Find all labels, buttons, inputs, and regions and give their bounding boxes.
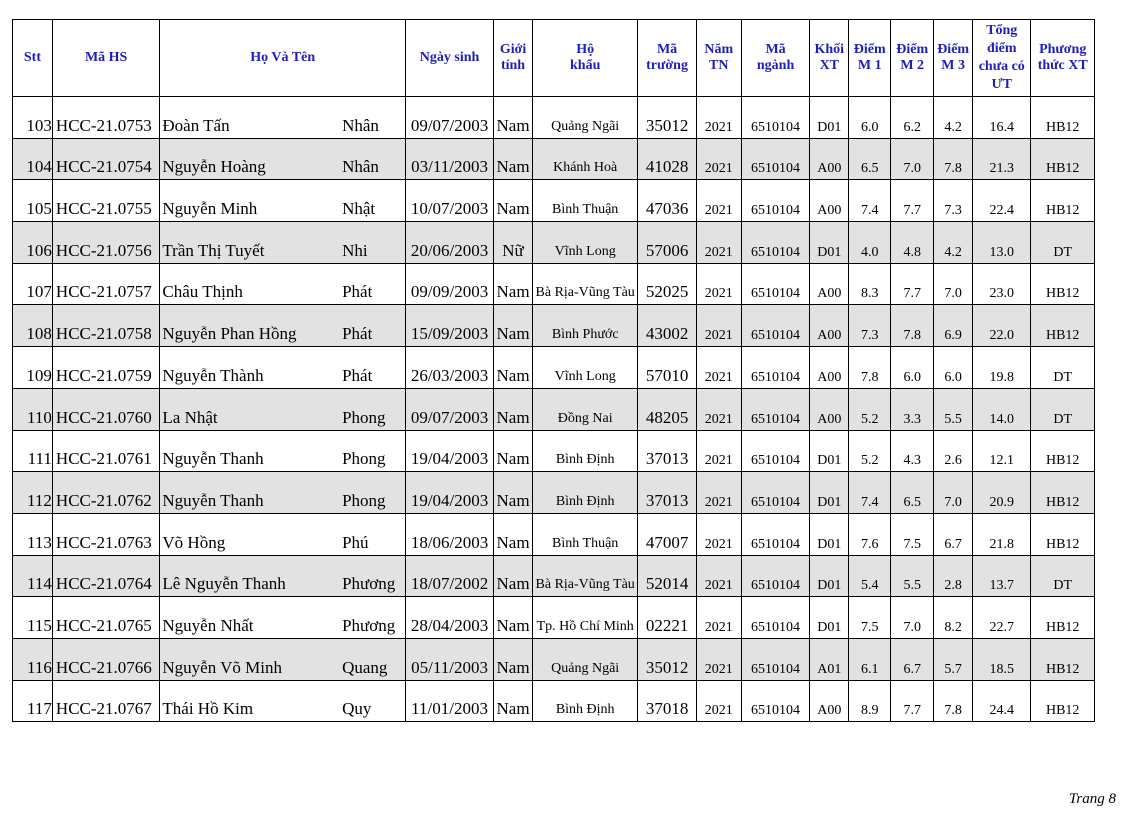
row-diem-m1: 6.0: [849, 97, 891, 139]
header-gioi-tinh: Giới tính: [494, 20, 533, 97]
row-gioi-tinh: Nam: [494, 97, 533, 139]
row-gioi-tinh: Nam: [494, 430, 533, 472]
row-tong-diem: 23.0: [973, 263, 1031, 305]
row-ma-truong: 41028: [638, 138, 696, 180]
table-row: [13, 597, 1095, 639]
row-ho-dem: Lê Nguyễn Thanh: [160, 555, 342, 597]
row-khoi-xt: D01: [810, 97, 849, 139]
row-nam-tn: 2021: [696, 222, 741, 264]
header-tong-diem: Tổng điểm chưa có ƯT: [973, 20, 1031, 97]
row-diem-m3: 5.5: [934, 388, 973, 430]
row-ten: Phương: [342, 555, 405, 597]
row-ma-truong: 37018: [638, 680, 696, 722]
table-row: [13, 638, 1095, 680]
row-tong-diem: 21.3: [973, 138, 1031, 180]
row-phuong-thuc: HB12: [1031, 597, 1095, 639]
row-diem-m1: 7.3: [849, 305, 891, 347]
row-stt: 110: [13, 388, 53, 430]
row-stt: 114: [13, 555, 53, 597]
row-diem-m2: 7.8: [891, 305, 934, 347]
table-row: [13, 222, 1095, 264]
row-ho-dem: Nguyễn Nhất: [160, 597, 342, 639]
row-khoi-xt: A00: [810, 388, 849, 430]
row-ngay-sinh: 09/07/2003: [406, 388, 494, 430]
row-ten: Phát: [342, 263, 405, 305]
row-diem-m2: 7.7: [891, 263, 934, 305]
row-diem-m1: 8.9: [849, 680, 891, 722]
row-ma-nganh: 6510104: [741, 388, 810, 430]
row-diem-m2: 7.0: [891, 597, 934, 639]
row-phuong-thuc: DT: [1031, 388, 1095, 430]
row-ma-hs: HCC-21.0763: [52, 513, 159, 555]
row-ma-truong: 35012: [638, 97, 696, 139]
header-ho-ten: Họ Và Tên: [160, 20, 406, 97]
row-ngay-sinh: 11/01/2003: [406, 680, 494, 722]
row-ho-khau: Bình Định: [532, 472, 637, 514]
row-diem-m2: 3.3: [891, 388, 934, 430]
row-ma-hs: HCC-21.0764: [52, 555, 159, 597]
row-diem-m2: 6.2: [891, 97, 934, 139]
row-ho-dem: Võ Hồng: [160, 513, 342, 555]
row-ma-truong: 47036: [638, 180, 696, 222]
row-ngay-sinh: 20/06/2003: [406, 222, 494, 264]
row-ma-hs: HCC-21.0765: [52, 597, 159, 639]
row-ma-truong: 37013: [638, 430, 696, 472]
row-phuong-thuc: HB12: [1031, 263, 1095, 305]
row-phuong-thuc: DT: [1031, 347, 1095, 389]
header-khoi-xt: Khối XT: [810, 20, 849, 97]
row-ma-truong: 43002: [638, 305, 696, 347]
header-diem-m1: Điểm M 1: [849, 20, 891, 97]
row-ngay-sinh: 28/04/2003: [406, 597, 494, 639]
row-ma-nganh: 6510104: [741, 263, 810, 305]
row-stt: 108: [13, 305, 53, 347]
row-ho-dem: Trần Thị Tuyết: [160, 222, 342, 264]
row-ngay-sinh: 26/03/2003: [406, 347, 494, 389]
row-nam-tn: 2021: [696, 638, 741, 680]
table-row: [13, 305, 1095, 347]
row-ma-nganh: 6510104: [741, 555, 810, 597]
row-diem-m1: 6.5: [849, 138, 891, 180]
row-gioi-tinh: Nam: [494, 263, 533, 305]
row-ten: Nhân: [342, 138, 405, 180]
header-phuong-thuc: Phương thức XT: [1031, 20, 1095, 97]
row-phuong-thuc: HB12: [1031, 180, 1095, 222]
row-diem-m2: 7.7: [891, 180, 934, 222]
row-khoi-xt: A00: [810, 305, 849, 347]
row-stt: 107: [13, 263, 53, 305]
row-phuong-thuc: HB12: [1031, 305, 1095, 347]
row-diem-m1: 8.3: [849, 263, 891, 305]
row-gioi-tinh: Nam: [494, 347, 533, 389]
row-nam-tn: 2021: [696, 597, 741, 639]
row-ma-truong: 57010: [638, 347, 696, 389]
row-ten: Phong: [342, 430, 405, 472]
row-ma-nganh: 6510104: [741, 430, 810, 472]
row-ma-truong: 52025: [638, 263, 696, 305]
row-khoi-xt: D01: [810, 472, 849, 514]
row-phuong-thuc: HB12: [1031, 97, 1095, 139]
row-ho-khau: Bình Phước: [532, 305, 637, 347]
row-ma-hs: HCC-21.0762: [52, 472, 159, 514]
row-ma-hs: HCC-21.0753: [52, 97, 159, 139]
row-diem-m3: 6.0: [934, 347, 973, 389]
row-ma-nganh: 6510104: [741, 597, 810, 639]
row-ho-khau: Vĩnh Long: [532, 347, 637, 389]
header-row: [13, 20, 1095, 97]
row-ho-dem: Nguyễn Minh: [160, 180, 342, 222]
row-diem-m2: 7.5: [891, 513, 934, 555]
row-diem-m2: 4.8: [891, 222, 934, 264]
row-ma-truong: 47007: [638, 513, 696, 555]
row-ten: Phương: [342, 597, 405, 639]
row-ho-khau: Quảng Ngãi: [532, 638, 637, 680]
row-khoi-xt: D01: [810, 222, 849, 264]
row-stt: 105: [13, 180, 53, 222]
row-khoi-xt: D01: [810, 555, 849, 597]
row-ngay-sinh: 03/11/2003: [406, 138, 494, 180]
row-tong-diem: 19.8: [973, 347, 1031, 389]
row-ma-hs: HCC-21.0754: [52, 138, 159, 180]
row-ma-truong: 52014: [638, 555, 696, 597]
table-row: [13, 680, 1095, 722]
row-nam-tn: 2021: [696, 263, 741, 305]
row-tong-diem: 21.8: [973, 513, 1031, 555]
row-ho-khau: Bình Thuận: [532, 513, 637, 555]
row-ma-hs: HCC-21.0767: [52, 680, 159, 722]
row-ngay-sinh: 18/06/2003: [406, 513, 494, 555]
row-gioi-tinh: Nữ: [494, 222, 533, 264]
header-stt: Stt: [13, 20, 53, 97]
row-gioi-tinh: Nam: [494, 305, 533, 347]
row-tong-diem: 22.7: [973, 597, 1031, 639]
table-row: [13, 430, 1095, 472]
row-ho-dem: La Nhật: [160, 388, 342, 430]
row-ho-dem: Nguyễn Võ Minh: [160, 638, 342, 680]
row-tong-diem: 24.4: [973, 680, 1031, 722]
row-khoi-xt: A00: [810, 263, 849, 305]
row-tong-diem: 18.5: [973, 638, 1031, 680]
row-tong-diem: 20.9: [973, 472, 1031, 514]
row-diem-m3: 4.2: [934, 97, 973, 139]
row-diem-m3: 7.0: [934, 263, 973, 305]
row-ho-dem: Nguyễn Thành: [160, 347, 342, 389]
row-ngay-sinh: 18/07/2002: [406, 555, 494, 597]
row-ten: Nhật: [342, 180, 405, 222]
table-row: [13, 472, 1095, 514]
row-ho-khau: Đồng Nai: [532, 388, 637, 430]
page-number: Trang 8: [1068, 791, 1116, 807]
row-tong-diem: 13.7: [973, 555, 1031, 597]
row-ma-nganh: 6510104: [741, 472, 810, 514]
row-ma-nganh: 6510104: [741, 305, 810, 347]
row-khoi-xt: A00: [810, 347, 849, 389]
row-phuong-thuc: HB12: [1031, 138, 1095, 180]
row-ten: Quy: [342, 680, 405, 722]
table-body: [13, 97, 1095, 722]
header-ngay-sinh: Ngày sinh: [406, 20, 494, 97]
row-khoi-xt: A00: [810, 680, 849, 722]
row-ngay-sinh: 15/09/2003: [406, 305, 494, 347]
table-row: [13, 180, 1095, 222]
header-ho-khau: Hộ khẩu: [532, 20, 637, 97]
row-diem-m1: 7.5: [849, 597, 891, 639]
row-phuong-thuc: HB12: [1031, 638, 1095, 680]
row-ma-hs: HCC-21.0755: [52, 180, 159, 222]
header-diem-m3: Điểm M 3: [934, 20, 973, 97]
row-gioi-tinh: Nam: [494, 638, 533, 680]
row-ten: Phong: [342, 388, 405, 430]
row-diem-m1: 7.6: [849, 513, 891, 555]
row-khoi-xt: A01: [810, 638, 849, 680]
row-ma-hs: HCC-21.0757: [52, 263, 159, 305]
row-ho-dem: Châu Thịnh: [160, 263, 342, 305]
row-tong-diem: 22.4: [973, 180, 1031, 222]
row-khoi-xt: D01: [810, 430, 849, 472]
row-gioi-tinh: Nam: [494, 472, 533, 514]
row-diem-m1: 7.8: [849, 347, 891, 389]
student-roster-table: [12, 19, 1095, 722]
row-diem-m3: 2.8: [934, 555, 973, 597]
row-ho-dem: Nguyễn Hoàng: [160, 138, 342, 180]
row-ma-nganh: 6510104: [741, 138, 810, 180]
row-ma-hs: HCC-21.0756: [52, 222, 159, 264]
row-diem-m3: 6.9: [934, 305, 973, 347]
row-ma-hs: HCC-21.0761: [52, 430, 159, 472]
row-ma-hs: HCC-21.0759: [52, 347, 159, 389]
row-nam-tn: 2021: [696, 347, 741, 389]
row-diem-m2: 5.5: [891, 555, 934, 597]
row-diem-m3: 5.7: [934, 638, 973, 680]
row-stt: 103: [13, 97, 53, 139]
row-ho-khau: Vĩnh Long: [532, 222, 637, 264]
row-ma-hs: HCC-21.0766: [52, 638, 159, 680]
row-ngay-sinh: 10/07/2003: [406, 180, 494, 222]
row-ma-nganh: 6510104: [741, 680, 810, 722]
row-ho-khau: Bình Định: [532, 680, 637, 722]
row-diem-m3: 7.3: [934, 180, 973, 222]
row-diem-m1: 7.4: [849, 180, 891, 222]
row-ho-khau: Khánh Hoà: [532, 138, 637, 180]
row-nam-tn: 2021: [696, 138, 741, 180]
row-diem-m3: 6.7: [934, 513, 973, 555]
row-ten: Phú: [342, 513, 405, 555]
row-phuong-thuc: DT: [1031, 555, 1095, 597]
row-stt: 106: [13, 222, 53, 264]
row-phuong-thuc: HB12: [1031, 513, 1095, 555]
header-ma-hs: Mã HS: [52, 20, 159, 97]
row-ten: Phát: [342, 305, 405, 347]
row-stt: 111: [13, 430, 53, 472]
row-stt: 116: [13, 638, 53, 680]
row-ma-nganh: 6510104: [741, 638, 810, 680]
row-ten: Phát: [342, 347, 405, 389]
table-row: [13, 513, 1095, 555]
row-stt: 109: [13, 347, 53, 389]
row-ma-nganh: 6510104: [741, 222, 810, 264]
row-ho-dem: Nguyễn Thanh: [160, 430, 342, 472]
row-diem-m3: 7.8: [934, 138, 973, 180]
row-diem-m2: 4.3: [891, 430, 934, 472]
row-khoi-xt: D01: [810, 597, 849, 639]
row-ma-truong: 57006: [638, 222, 696, 264]
row-nam-tn: 2021: [696, 430, 741, 472]
table-row: [13, 555, 1095, 597]
table-row: [13, 263, 1095, 305]
row-nam-tn: 2021: [696, 305, 741, 347]
row-nam-tn: 2021: [696, 388, 741, 430]
row-tong-diem: 16.4: [973, 97, 1031, 139]
row-ho-dem: Thái Hồ Kim: [160, 680, 342, 722]
row-gioi-tinh: Nam: [494, 180, 533, 222]
row-stt: 104: [13, 138, 53, 180]
row-phuong-thuc: HB12: [1031, 472, 1095, 514]
table-row: [13, 97, 1095, 139]
row-ten: Phong: [342, 472, 405, 514]
row-khoi-xt: A00: [810, 138, 849, 180]
row-ten: Nhân: [342, 97, 405, 139]
row-diem-m2: 6.0: [891, 347, 934, 389]
row-ngay-sinh: 19/04/2003: [406, 472, 494, 514]
row-ho-dem: Nguyễn Phan Hồng: [160, 305, 342, 347]
row-nam-tn: 2021: [696, 180, 741, 222]
row-diem-m1: 5.4: [849, 555, 891, 597]
table-row: [13, 347, 1095, 389]
header-ma-truong: Mã trường: [638, 20, 696, 97]
row-ho-khau: Bình Định: [532, 430, 637, 472]
row-ngay-sinh: 09/09/2003: [406, 263, 494, 305]
row-nam-tn: 2021: [696, 472, 741, 514]
row-nam-tn: 2021: [696, 97, 741, 139]
row-tong-diem: 12.1: [973, 430, 1031, 472]
row-ho-khau: Bình Thuận: [532, 180, 637, 222]
header-ma-nganh: Mã ngành: [741, 20, 810, 97]
row-stt: 113: [13, 513, 53, 555]
row-nam-tn: 2021: [696, 680, 741, 722]
row-ho-khau: Tp. Hồ Chí Minh: [532, 597, 637, 639]
row-ma-hs: HCC-21.0760: [52, 388, 159, 430]
row-diem-m1: 5.2: [849, 388, 891, 430]
row-stt: 115: [13, 597, 53, 639]
row-gioi-tinh: Nam: [494, 138, 533, 180]
row-diem-m1: 5.2: [849, 430, 891, 472]
row-ho-khau: Quảng Ngãi: [532, 97, 637, 139]
row-gioi-tinh: Nam: [494, 597, 533, 639]
row-ma-nganh: 6510104: [741, 513, 810, 555]
row-phuong-thuc: DT: [1031, 222, 1095, 264]
row-ma-truong: 02221: [638, 597, 696, 639]
row-nam-tn: 2021: [696, 513, 741, 555]
row-phuong-thuc: HB12: [1031, 430, 1095, 472]
header-nam-tn: Năm TN: [696, 20, 741, 97]
row-nam-tn: 2021: [696, 555, 741, 597]
row-ma-nganh: 6510104: [741, 180, 810, 222]
row-ngay-sinh: 05/11/2003: [406, 638, 494, 680]
row-ma-nganh: 6510104: [741, 97, 810, 139]
row-ho-khau: Bà Rịa-Vũng Tàu: [532, 555, 637, 597]
row-diem-m3: 7.8: [934, 680, 973, 722]
row-stt: 117: [13, 680, 53, 722]
row-diem-m3: 7.0: [934, 472, 973, 514]
row-ngay-sinh: 09/07/2003: [406, 97, 494, 139]
row-ho-khau: Bà Rịa-Vũng Tàu: [532, 263, 637, 305]
row-ngay-sinh: 19/04/2003: [406, 430, 494, 472]
row-ho-dem: Nguyễn Thanh: [160, 472, 342, 514]
row-tong-diem: 13.0: [973, 222, 1031, 264]
row-ho-dem: Đoàn Tấn: [160, 97, 342, 139]
row-ma-hs: HCC-21.0758: [52, 305, 159, 347]
header-diem-m2: Điểm M 2: [891, 20, 934, 97]
row-ten: Nhi: [342, 222, 405, 264]
row-tong-diem: 22.0: [973, 305, 1031, 347]
row-tong-diem: 14.0: [973, 388, 1031, 430]
row-diem-m3: 8.2: [934, 597, 973, 639]
row-diem-m2: 7.7: [891, 680, 934, 722]
row-diem-m3: 2.6: [934, 430, 973, 472]
row-khoi-xt: D01: [810, 513, 849, 555]
row-ma-nganh: 6510104: [741, 347, 810, 389]
row-khoi-xt: A00: [810, 180, 849, 222]
row-stt: 112: [13, 472, 53, 514]
row-ma-truong: 48205: [638, 388, 696, 430]
row-diem-m2: 6.5: [891, 472, 934, 514]
row-diem-m3: 4.2: [934, 222, 973, 264]
row-diem-m2: 7.0: [891, 138, 934, 180]
row-gioi-tinh: Nam: [494, 555, 533, 597]
row-ma-truong: 35012: [638, 638, 696, 680]
row-diem-m1: 7.4: [849, 472, 891, 514]
row-ma-truong: 37013: [638, 472, 696, 514]
row-gioi-tinh: Nam: [494, 680, 533, 722]
row-diem-m1: 4.0: [849, 222, 891, 264]
table-row: [13, 138, 1095, 180]
table-row: [13, 388, 1095, 430]
row-diem-m1: 6.1: [849, 638, 891, 680]
row-diem-m2: 6.7: [891, 638, 934, 680]
row-phuong-thuc: HB12: [1031, 680, 1095, 722]
row-gioi-tinh: Nam: [494, 513, 533, 555]
row-gioi-tinh: Nam: [494, 388, 533, 430]
row-ten: Quang: [342, 638, 405, 680]
